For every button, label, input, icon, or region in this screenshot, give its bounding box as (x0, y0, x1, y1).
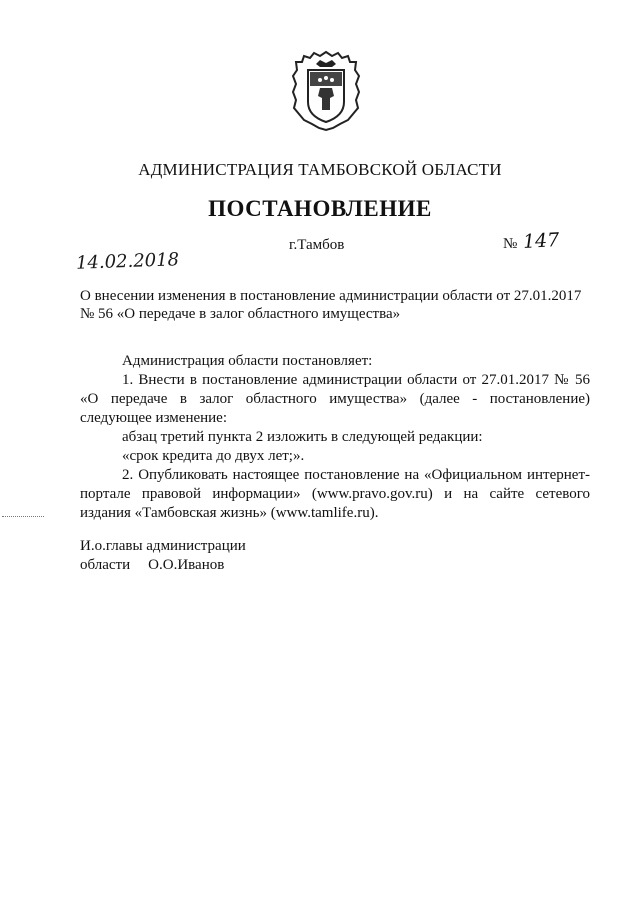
body-intro: Администрация области постановляет: (122, 353, 373, 369)
handwritten-document-number: 147 (522, 229, 560, 253)
margin-mark (2, 516, 44, 518)
document-body (80, 352, 590, 523)
body-clause-2: 2. Опубликовать настоящее постановление на «Официальном интернет-портале правовой информации» (www.pravo.gov.ru) и на сайте сетевого издания «Тамбовская жизнь» (www.tamlife.ru). (80, 467, 590, 521)
coat-of-arms-icon (290, 50, 362, 132)
body-clause-1: 1. Внести в постановление администрации области от 27.01.2017 № 56 «О передаче в залог областного имущества» (далее - постановление) следующее изменение: (80, 372, 590, 426)
signatory-position: И.о.главы администрации (80, 538, 246, 554)
city-label: г.Тамбов (289, 237, 345, 253)
body-clause-1-detail: абзац третий пункта 2 изложить в следующей редакции: (122, 429, 483, 445)
number-sign: № (503, 236, 518, 252)
handwritten-date: 14.02.2018 (75, 249, 180, 274)
body-clause-1-quote: «срок кредита до двух лет;». (122, 448, 305, 464)
organization-heading: АДМИНИСТРАЦИЯ ТАМБОВСКОЙ ОБЛАСТИ (138, 160, 502, 179)
signatory-line-2 (80, 556, 246, 575)
signature-block (80, 537, 246, 575)
document-subject: О внесении изменения в постановление администрации области от 27.01.2017 № 56 «О передаче в залог областного имущества» (80, 288, 582, 322)
signatory-name: О.О.Иванов (148, 557, 225, 573)
signatory-position-cont: области (80, 557, 131, 573)
document-type-title: ПОСТАНОВЛЕНИЕ (208, 196, 432, 221)
